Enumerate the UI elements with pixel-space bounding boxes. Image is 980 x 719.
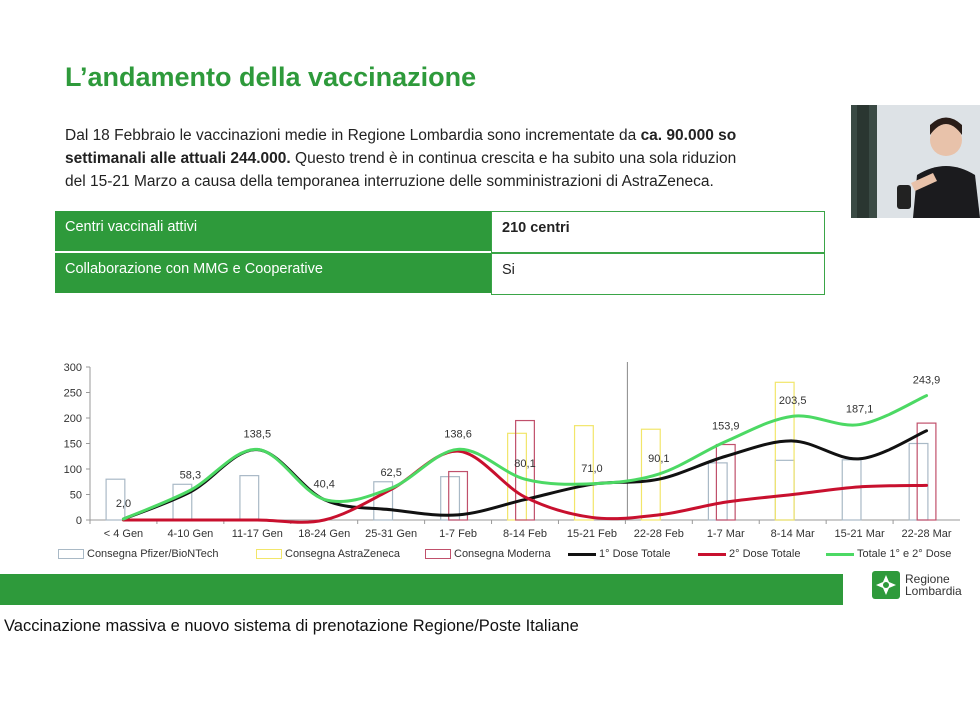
logo-line-2: Lombardia: [905, 584, 962, 598]
legend-label: Consegna AstraZeneca: [285, 548, 400, 560]
legend-swatch: [256, 549, 282, 559]
bar-consegna-pfizer-biontech: [842, 460, 861, 520]
logo-text: [905, 573, 962, 597]
footer-green-bar: [0, 574, 843, 605]
x-tick-label: 22-28 Mar: [901, 528, 952, 540]
intro-text-2: Questo trend è in continua crescita e ha subito una sola riduzion: [290, 150, 737, 167]
legend-item-total: [826, 548, 951, 560]
legend-item-moderna: [425, 548, 551, 560]
intro-paragraph: [65, 124, 855, 196]
y-tick-label: 0: [75, 515, 82, 527]
x-tick-label: 4-10 Gen: [167, 528, 214, 540]
logo-icon: [872, 571, 900, 599]
legend-label: Totale 1° e 2° Dose: [857, 548, 952, 560]
bar-consegna-moderna: [917, 423, 936, 520]
video-caption: Vaccinazione massiva e nuovo sistema di prenotazione Regione/Poste Italiane: [4, 617, 579, 635]
x-tick-label: 8-14 Feb: [502, 528, 548, 540]
x-tick-label: 15-21 Feb: [566, 528, 618, 540]
data-label: 90,1: [648, 453, 670, 466]
legend-item-second-dose: [698, 548, 800, 560]
sign-language-interpreter-video: [851, 105, 980, 218]
legend-label: Consegna Pfizer/BioNTech: [87, 548, 219, 560]
info-table: [55, 211, 825, 295]
interpreter-image: [851, 105, 980, 218]
x-tick-label: < 4 Gen: [103, 528, 144, 540]
table-row: [55, 253, 825, 295]
legend-label: Consegna Moderna: [454, 548, 551, 560]
slide-title: L’andamento della vaccinazione: [65, 62, 477, 92]
data-label: 80,1: [514, 458, 536, 471]
intro-bold-2: settimanali alle attuali 244.000.: [65, 150, 291, 167]
data-label: 62,5: [380, 467, 402, 480]
table-label: Centri vaccinali attivi: [55, 211, 491, 253]
table-row: [55, 211, 825, 253]
data-label: 2,0: [115, 497, 132, 510]
data-label: 40,4: [313, 478, 335, 491]
x-tick-label: 1-7 Feb: [439, 528, 478, 540]
legend-item-astrazeneca: [256, 548, 400, 560]
legend-swatch: [58, 549, 84, 559]
y-tick-label: 50: [69, 489, 82, 502]
y-tick-label: 300: [63, 362, 82, 374]
data-label: 243,9: [912, 374, 941, 387]
x-tick-label: 1-7 Mar: [706, 528, 745, 540]
legend-swatch: [698, 553, 726, 556]
legend-swatch: [826, 553, 854, 556]
table-value: 210 centri: [491, 211, 825, 253]
data-label: 138,6: [444, 428, 472, 441]
regione-lombardia-logo: [872, 571, 962, 599]
bar-consegna-pfizer-biontech: [708, 463, 727, 520]
x-tick-label: 11-17 Gen: [231, 528, 283, 540]
logo-line-1: Regione: [905, 572, 950, 586]
y-tick-label: 100: [63, 464, 82, 476]
line-1-dose-totale: [123, 431, 926, 519]
data-label: 138,5: [243, 428, 272, 441]
table-value: Si: [491, 253, 825, 295]
legend-item-first-dose: [568, 548, 670, 560]
data-label: 58,3: [179, 469, 202, 482]
y-tick-label: 150: [63, 438, 82, 451]
table-label: Collaborazione con MMG e Cooperative: [55, 253, 491, 295]
data-label: 153,9: [712, 420, 740, 433]
x-tick-label: 15-21 Mar: [834, 528, 885, 540]
y-tick-label: 200: [63, 413, 82, 425]
x-tick-label: 8-14 Mar: [770, 528, 815, 540]
vaccination-chart: [55, 355, 975, 545]
y-tick-label: 250: [63, 387, 82, 400]
legend-item-pfizer: [58, 548, 218, 560]
data-label: 187,1: [845, 403, 874, 416]
intro-text-1: Dal 18 Febbraio le vaccinazioni medie in Regione Lombardia sono incrementate da: [65, 127, 641, 144]
x-tick-label: 25-31 Gen: [365, 528, 418, 540]
legend-label: 2° Dose Totale: [729, 548, 801, 560]
intro-bold-1: ca. 90.000 so: [640, 127, 737, 144]
data-label: 71,0: [581, 462, 603, 475]
bar-consegna-moderna: [516, 421, 535, 520]
legend-swatch: [425, 549, 451, 559]
x-tick-label: 22-28 Feb: [633, 528, 684, 540]
legend-swatch: [568, 553, 596, 556]
bar-consegna-pfizer-biontech: [909, 444, 928, 521]
legend-label: 1° Dose Totale: [599, 548, 671, 560]
intro-text-3: del 15-21 Marzo a causa della temporanea interruzione delle somministrazioni di AstraZeneca.: [65, 173, 714, 190]
chart-legend: [58, 548, 978, 564]
x-tick-label: 18-24 Gen: [298, 528, 351, 540]
data-label: 203,5: [778, 395, 807, 408]
bar-consegna-pfizer-biontech: [775, 460, 794, 520]
bar-consegna-pfizer-biontech: [240, 476, 259, 520]
